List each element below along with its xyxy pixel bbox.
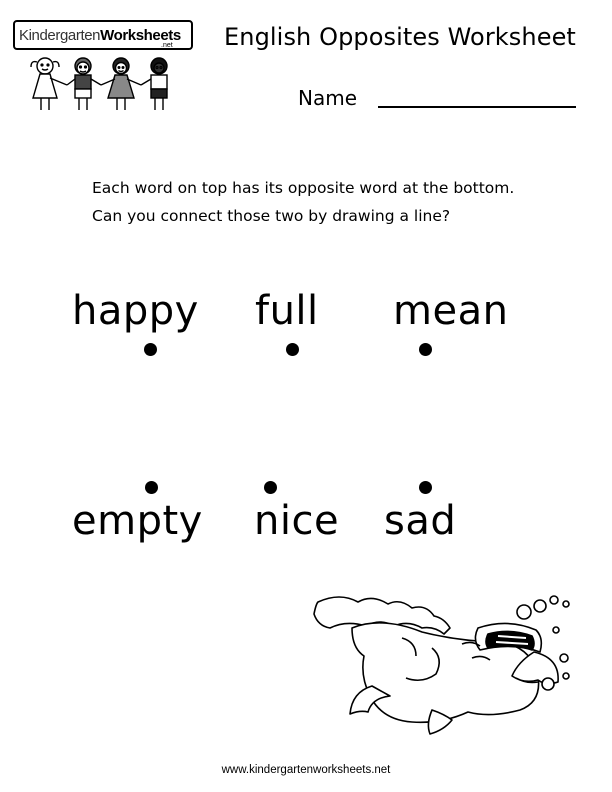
worksheet-title: English Opposites Worksheet bbox=[224, 23, 576, 51]
bottom-word-3: sad bbox=[384, 498, 457, 544]
logo-text-kindergarten: Kindergarten bbox=[19, 26, 101, 44]
top-word-3: mean bbox=[393, 288, 509, 334]
instruction-line-2: Can you connect those two by drawing a line? bbox=[92, 207, 451, 225]
name-label: Name bbox=[298, 86, 358, 110]
children-holding-hands-illustration bbox=[23, 52, 183, 114]
bottom-connect-dot-3[interactable] bbox=[419, 481, 432, 494]
instruction-line-1: Each word on top has its opposite word at the bottom. bbox=[92, 179, 515, 197]
footer-url: www.kindergartenworksheets.net bbox=[221, 764, 391, 776]
diving-creature-illustration bbox=[312, 588, 577, 738]
top-word-1: happy bbox=[72, 288, 199, 334]
top-word-2: full bbox=[255, 288, 319, 334]
bottom-connect-dot-2[interactable] bbox=[264, 481, 277, 494]
logo-text-net: .net bbox=[161, 42, 173, 49]
logo-text-worksheets: Worksheets bbox=[100, 26, 181, 44]
name-write-line bbox=[378, 106, 576, 108]
bottom-connect-dot-1[interactable] bbox=[145, 481, 158, 494]
top-connect-dot-3[interactable] bbox=[419, 343, 432, 356]
bottom-word-2: nice bbox=[254, 498, 340, 544]
bottom-word-1: empty bbox=[72, 498, 203, 544]
top-connect-dot-2[interactable] bbox=[286, 343, 299, 356]
instructions bbox=[92, 174, 592, 230]
top-connect-dot-1[interactable] bbox=[144, 343, 157, 356]
site-logo bbox=[13, 20, 193, 115]
